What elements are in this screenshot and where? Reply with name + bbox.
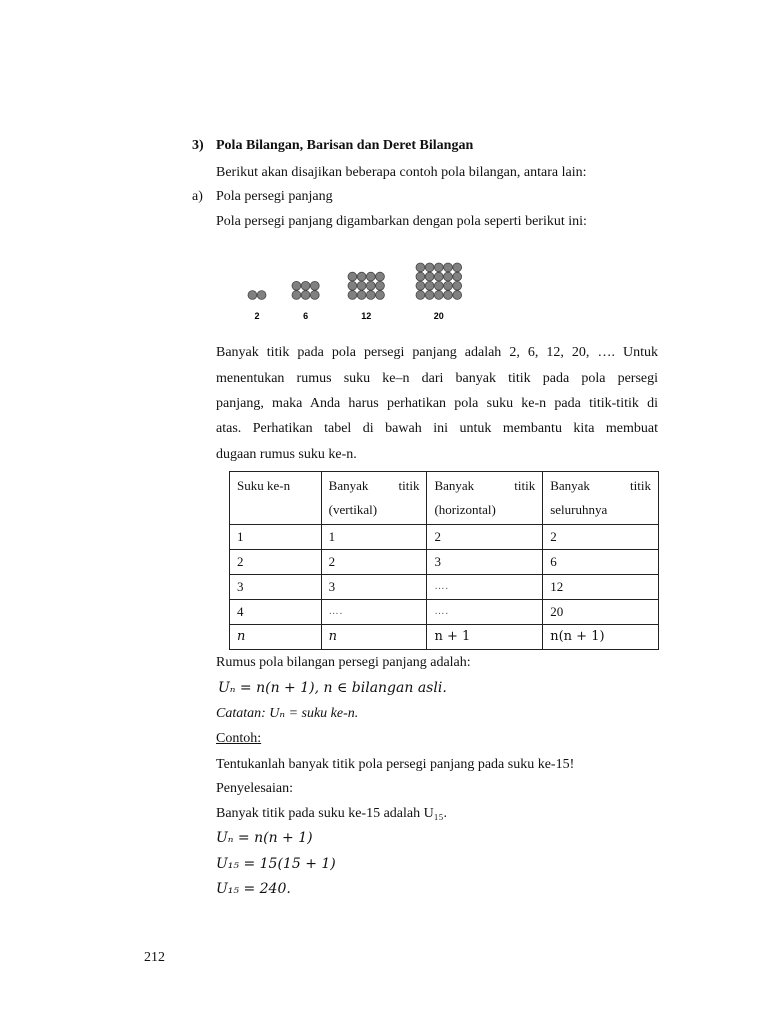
table-header-cell [230,472,322,525]
dot-group [348,272,384,299]
dot [434,272,443,281]
table-cell: 20 [543,600,659,625]
dot-count-label: 6 [303,311,309,321]
header-text: (horizontal) [434,502,496,517]
dot [366,281,375,290]
header-text: Banyak [550,478,590,493]
subsection-letter: a) [192,189,203,204]
subsection-desc: Pola persegi panjang digambarkan dengan pola seperti berikut ini: [216,214,587,229]
rectangle-dot-pattern-figure [240,245,490,325]
dot [376,281,385,290]
paragraph-line-4: atas. Perhatikan tabel di bawah ini untuk membantu kita membuat [216,421,658,436]
solution-step-2: U₁₅ = 15(15 + 1) [216,856,336,872]
table-row [230,600,659,625]
header-text: titik [630,478,651,493]
table-cell: 2 [230,550,322,575]
section-intro: Berikut akan disajikan beberapa contoh pola bilangan, antara lain: [216,165,587,180]
dot [444,263,453,272]
dot [248,291,257,300]
table-cell: 2 [321,550,427,575]
header-text: Banyak [434,478,475,493]
solution-line: Banyak titik pada suku ke-15 adalah U₁₅. [216,806,447,821]
dot [444,281,453,290]
dot [310,291,319,300]
dot [292,291,301,300]
dot [434,263,443,272]
dot [416,281,425,290]
table-cell: 2 [543,525,659,550]
dot-group [416,263,462,299]
dot-count-label: 12 [361,311,372,321]
page-number: 212 [144,950,165,965]
dot [348,281,357,290]
header-text: (vertikal) [328,502,378,517]
dot [376,291,385,300]
table-cell: …. [427,575,543,600]
subsection-title: Pola persegi panjang [216,189,333,204]
table-cell: 4 [230,600,322,625]
dot [257,291,266,300]
dot [301,291,310,300]
formula-expression: Uₙ = n(n + 1), n ∈ bilangan asli. [218,680,447,696]
formula-note: Catatan: Uₙ = suku ke-n. [216,706,359,721]
dot [357,291,366,300]
table-cell: …. [427,600,543,625]
dot [425,263,434,272]
solution-step-3: U₁₅ = 240. [216,881,291,897]
dot-count-label: 20 [433,311,444,321]
table-cell: …. [321,600,427,625]
solution-step-1: Uₙ = n(n + 1) [216,830,313,846]
dot [348,291,357,300]
table-cell: 3 [321,575,427,600]
dot [425,281,434,290]
table-row [230,550,659,575]
dot [425,272,434,281]
paragraph-line-2: menentukan rumus suku ke–n dari banyak titik pada pola persegi [216,371,658,386]
table-cell: n(n + 1) [543,625,659,650]
table-header-cell [427,472,543,525]
example-heading: Contoh: [216,731,262,746]
dot [444,291,453,300]
header-text: Suku ke-n [237,478,291,493]
paragraph-line-1: Banyak titik pada pola persegi panjang adalah 2, 6, 12, 20, …. Untuk [216,345,658,360]
dot [434,291,443,300]
dot [453,281,462,290]
dot [416,291,425,300]
table-cell: 3 [427,550,543,575]
dot [376,272,385,281]
formula-intro: Rumus pola bilangan persegi panjang adalah: [216,655,471,670]
dot [357,272,366,281]
dot [348,272,357,281]
paragraph-line-3: panjang, maka Anda harus perhatikan pola suku ke-n pada titik-titik di [216,396,658,411]
section-title: Pola Bilangan, Barisan dan Deret Bilangan [216,138,474,153]
header-text: titik [514,478,536,493]
table-row [230,575,659,600]
dot [357,281,366,290]
header-text: Banyak [328,478,369,493]
paragraph-line-5: dugaan rumus suku ke-n. [216,447,357,462]
dot [292,281,301,290]
solution-label: Penyelesaian: [216,781,293,796]
dot-count-label: 2 [254,311,260,321]
dot [366,291,375,300]
table-cell: n [230,625,322,650]
table-header-cell [543,472,659,525]
dot [310,281,319,290]
table-header-cell [321,472,427,525]
dot [453,291,462,300]
table-row [230,625,659,650]
dot [434,281,443,290]
header-text: seluruhnya [550,502,608,517]
table-cell: 12 [543,575,659,600]
table-cell: 1 [321,525,427,550]
pattern-table [229,471,659,650]
dot [416,272,425,281]
table-cell: 6 [543,550,659,575]
dot [453,272,462,281]
dot [416,263,425,272]
table-cell: n [321,625,427,650]
dot [425,291,434,300]
table-cell: 2 [427,525,543,550]
table-header-row [230,472,659,525]
example-question: Tentukanlah banyak titik pola persegi panjang pada suku ke-15! [216,757,575,772]
table-row [230,525,659,550]
header-text: titik [398,478,420,493]
table-cell: 3 [230,575,322,600]
section-number: 3) [192,138,204,153]
dot-group [292,281,319,299]
dot [366,272,375,281]
dot [301,281,310,290]
dot [453,263,462,272]
table-cell: 1 [230,525,322,550]
table-cell: n + 1 [427,625,543,650]
dot-group [248,291,266,300]
dot [444,272,453,281]
